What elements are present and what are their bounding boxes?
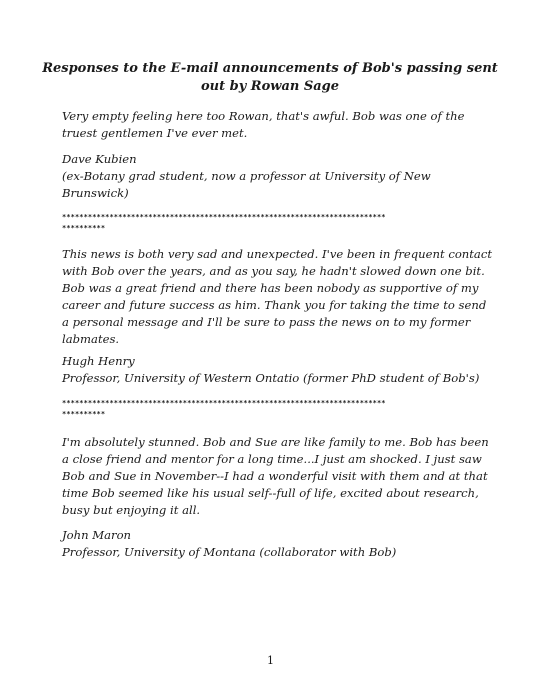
response-1-signature: Dave Kubien (ex-Botany grad student, now a professor at University of New Brunswick): [62, 152, 431, 200]
separator-2: *************************************************************************** **********: [62, 399, 386, 418]
response-1-message: Very empty feeling here too Rowan, that's awful. Bob was one of the truest gentlemen I've ever met.: [62, 109, 465, 140]
document-title: Responses to the E-mail announcements of Bob's passing sent out by Rowan Sage: [42, 61, 498, 94]
response-2-signature: Hugh Henry Professor, University of Western Ontatio (former PhD student of Bob's): [62, 354, 480, 385]
separator-1: *************************************************************************** **********: [62, 213, 386, 232]
response-3-message: I'm absolutely stunned. Bob and Sue are like family to me. Bob has been a close friend and mentor for a long time...I just am shocked. I just saw Bob and Sue in November--I had a wonderful visit with them and at that time Bob seemed like his usual self--full of life, excited about research, busy but enjoying it all.: [62, 435, 489, 517]
response-2-message: This news is both very sad and unexpected. I've been in frequent contact with Bob over the years, and as you say, he hadn't slowed down one bit. Bob was a great friend and there has been nobody as supportive of my career and future success as him. Thank you for taking the time to send a personal message and I'll be sure to pass the news on to my former labmates.: [62, 247, 492, 346]
page-number: 1: [267, 654, 274, 667]
response-3-signature: John Maron Professor, University of Montana (collaborator with Bob): [62, 528, 397, 559]
